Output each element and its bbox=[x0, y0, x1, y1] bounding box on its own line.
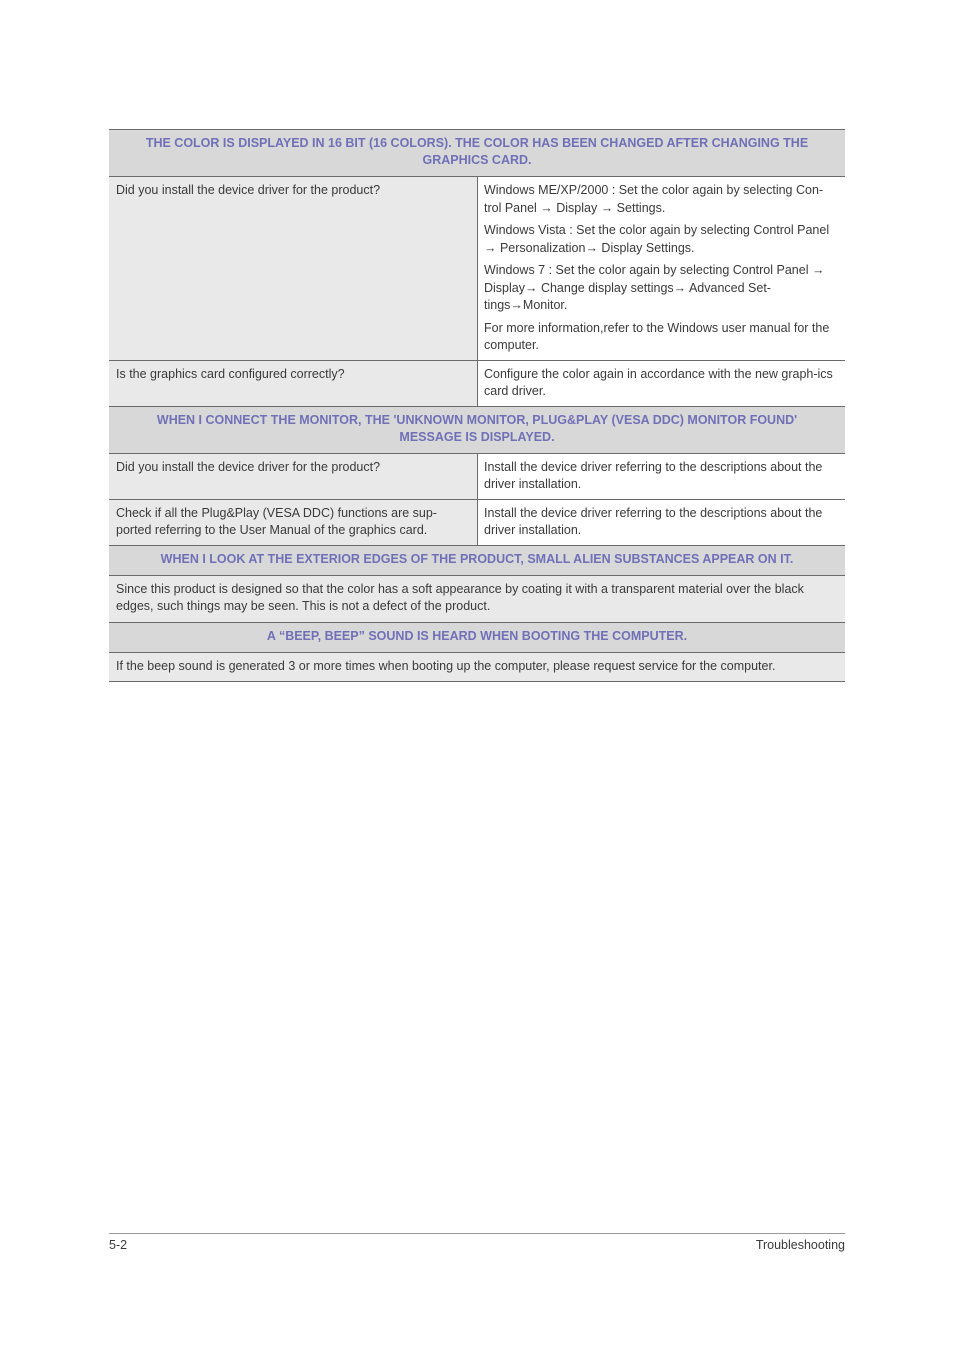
answer-cell bbox=[477, 361, 845, 406]
table-row bbox=[109, 454, 845, 500]
troubleshooting-table bbox=[109, 129, 845, 682]
question-cell: Did you install the device driver for the product? bbox=[116, 183, 381, 197]
page-number: 5-2 bbox=[109, 1238, 128, 1252]
answer-text: Windows 7 : Set the color again by selecting Control Panel → Display→ Change display settings→ Advanced Set-tings→Monitor. bbox=[484, 263, 825, 312]
full-width-cell: Since this product is designed so that the color has a soft appearance by coating it with a transparent material over the black edges, such things may be seen. This is not a defect of the product. bbox=[116, 581, 804, 613]
answer-text: Windows Vista : Set the color again by selecting Control Panel → Personalization→ Display Settings. bbox=[484, 223, 830, 255]
answer-text: Install the device driver referring to the descriptions about the driver installation. bbox=[484, 459, 823, 491]
table-row bbox=[109, 177, 845, 361]
chapter-title: Troubleshooting bbox=[755, 1238, 845, 1252]
answer-cell bbox=[477, 454, 845, 499]
table-row bbox=[109, 576, 845, 623]
full-width-cell: If the beep sound is generated 3 or more times when booting up the computer, please request service for the computer. bbox=[116, 658, 776, 673]
answer-text: For more information,refer to the Windows user manual for the computer. bbox=[484, 320, 830, 352]
footer-divider bbox=[109, 1233, 845, 1234]
table-row bbox=[109, 500, 845, 546]
question-cell: Check if all the Plug&Play (VESA DDC) functions are sup-ported referring to the User Manual of the graphics card. bbox=[116, 505, 437, 537]
answer-cell bbox=[477, 500, 845, 545]
question-cell: Is the graphics card configured correctly? bbox=[116, 366, 345, 381]
section-header: THE COLOR IS DISPLAYED IN 16 BIT (16 COLORS). THE COLOR HAS BEEN CHANGED AFTER CHANGING THE GRAPHICS CARD. bbox=[109, 130, 845, 177]
answer-text: Install the device driver referring to the descriptions about the driver installation. bbox=[484, 505, 823, 537]
section-header: WHEN I CONNECT THE MONITOR, THE 'UNKNOWN MONITOR, PLUG&PLAY (VESA DDC) MONITOR FOUND' MESSAGE IS DISPLAYED. bbox=[109, 407, 845, 454]
table-row bbox=[109, 361, 845, 407]
section-header: WHEN I LOOK AT THE EXTERIOR EDGES OF THE PRODUCT, SMALL ALIEN SUBSTANCES APPEAR ON IT. bbox=[109, 546, 845, 576]
question-cell: Did you install the device driver for the product? bbox=[116, 459, 381, 474]
table-row bbox=[109, 653, 845, 682]
answer-text: Configure the color again in accordance with the new graph-ics card driver. bbox=[484, 366, 833, 398]
answer-cell bbox=[477, 177, 845, 360]
answer-text: Windows ME/XP/2000 : Set the color again by selecting Con-trol Panel → Display → Settings. bbox=[484, 183, 824, 215]
section-header: A “BEEP, BEEP” SOUND IS HEARD WHEN BOOTING THE COMPUTER. bbox=[109, 623, 845, 653]
